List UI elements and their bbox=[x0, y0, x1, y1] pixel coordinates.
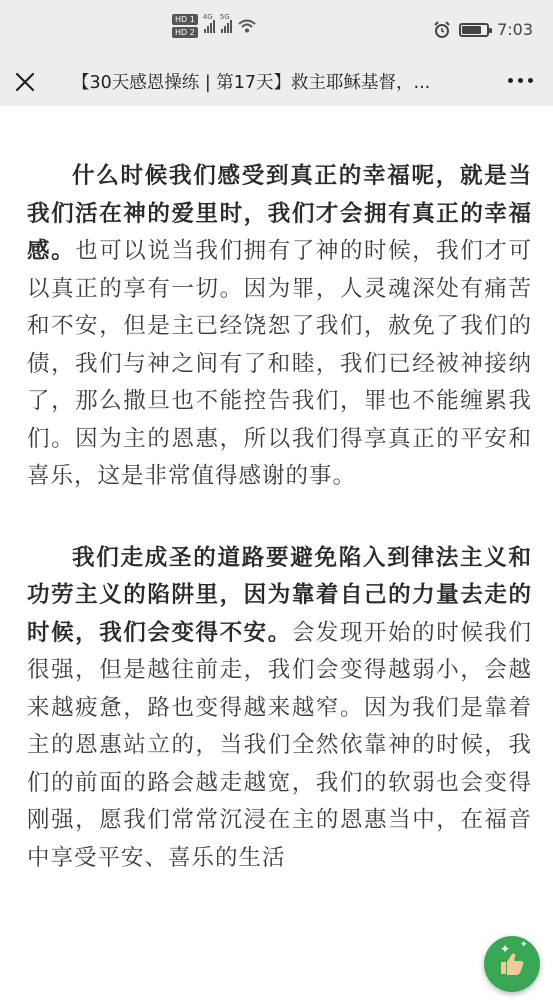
status-right bbox=[433, 20, 533, 39]
like-button[interactable]: ✦ ✦ bbox=[484, 936, 540, 992]
article-body bbox=[27, 158, 532, 877]
net1-label: 4G bbox=[202, 13, 213, 21]
nav-bar bbox=[0, 60, 553, 106]
status-bar bbox=[0, 0, 553, 60]
signal-icon bbox=[202, 13, 215, 33]
paragraph-text: 也可以说当我们拥有了神的时候，我们才可以真正的享有一切。因为罪，人灵魂深处有痛苦和不安，但是主已经饶恕了我们，赦免了我们的债，我们与神之间有了和睦，我们已经被神接纳了，那么撒旦也不能控告我们，罪也不能缠累我们。因为主的恩惠，所以我们得享真正的平安和喜乐，这是非常值得感谢的事。 bbox=[27, 238, 532, 489]
alarm-icon bbox=[433, 21, 451, 39]
battery-fill bbox=[462, 26, 481, 34]
article-paragraph bbox=[27, 158, 532, 496]
article-paragraph bbox=[27, 540, 532, 878]
paragraph-emphasis: 我们走成圣的道路要避免陷入到律法主义和功劳主义的陷阱里，因为靠着自己的力量去走的时候，我们会变得不安。 bbox=[27, 544, 532, 646]
wifi-icon bbox=[238, 19, 256, 33]
sim-labels bbox=[172, 14, 198, 38]
page-title: 【30天感恩操练 | 第17天】救主耶稣基督，... bbox=[72, 73, 431, 93]
net2-label: 5G bbox=[219, 13, 230, 21]
paragraph-emphasis: 什么时候我们感受到真正的幸福呢，就是当我们活在神的爱里时，我们才会拥有真正的幸福感。 bbox=[27, 163, 532, 264]
network-indicators bbox=[172, 14, 256, 38]
sim2-label: HD 2 bbox=[172, 27, 198, 38]
sim1-label: HD 1 bbox=[172, 14, 198, 25]
close-icon[interactable] bbox=[12, 69, 38, 95]
battery-icon bbox=[459, 23, 489, 37]
paragraph-text: 会发现开始的时候我们很强，但是越往前走，我们会变得越弱小，会越来越疲惫，路也变得越来越窄。因为我们是靠着主的恩惠站立的，当我们全然依靠神的时候，我们的前面的路会越走越宽，我们的软弱也会变得刚强，愿我们常常沉浸在主的恩惠当中，在福音中享受平安、喜乐的生活 bbox=[27, 619, 532, 871]
signal-icon bbox=[219, 13, 232, 33]
clock: 7:03 bbox=[497, 20, 533, 39]
more-dots-icon[interactable] bbox=[508, 78, 533, 83]
